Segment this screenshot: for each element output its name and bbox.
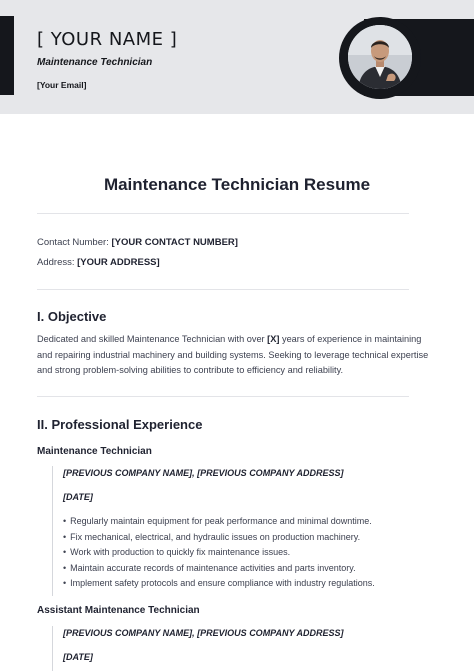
job-bullets [63, 514, 375, 592]
contact-address-value: [YOUR ADDRESS] [77, 257, 160, 268]
list-item: • Maintain accurate records of maintenance activities and parts inventory. [63, 561, 375, 577]
header-accent-bar [0, 16, 14, 95]
list-item: • Fix mechanical, electrical, and hydraulic issues on production machinery. [63, 530, 375, 546]
divider [37, 289, 409, 290]
profile-photo [348, 25, 412, 89]
job-date: [DATE] [63, 652, 93, 662]
list-item: • Implement safety protocols and ensure compliance with industry regulations. [63, 576, 375, 592]
objective-line3: and strong problem-solving abilities to contribute to efficiency and reliability. [37, 365, 344, 375]
contact-number-label: Contact Number: [37, 237, 109, 248]
contact-number [37, 237, 238, 248]
divider [37, 213, 409, 214]
objective-heading: I. Objective [37, 309, 107, 324]
contact-address [37, 257, 160, 268]
objective-text [37, 332, 437, 379]
resume-name: [ YOUR NAME ] [37, 29, 178, 50]
page-title: Maintenance Technician Resume [103, 175, 371, 194]
divider [37, 396, 409, 397]
objective-line1a: Dedicated and skilled Maintenance Technician with over [37, 334, 268, 344]
job-title: Assistant Maintenance Technician [37, 605, 200, 616]
objective-line2: and repairing industrial machinery and building systems. Seeking to leverage technical expertise [37, 349, 429, 360]
resume-email: [Your Email] [37, 80, 87, 90]
objective-years-placeholder: [X] [267, 334, 280, 344]
job-date: [DATE] [63, 492, 93, 502]
list-item: • Regularly maintain equipment for peak performance and minimal downtime. [63, 514, 375, 530]
contact-number-value: [YOUR CONTACT NUMBER] [111, 237, 238, 248]
experience-heading: II. Professional Experience [37, 417, 203, 432]
resume-role: Maintenance Technician [37, 57, 153, 68]
job-title: Maintenance Technician [37, 446, 152, 457]
job-company: [PREVIOUS COMPANY NAME], [PREVIOUS COMPANY ADDRESS] [63, 468, 344, 478]
job-company: [PREVIOUS COMPANY NAME], [PREVIOUS COMPANY ADDRESS] [63, 628, 344, 638]
contact-address-label: Address: [37, 257, 75, 268]
objective-line1b: years of experience in maintaining [279, 334, 422, 344]
list-item: • Work with production to quickly fix maintenance issues. [63, 545, 375, 561]
job-details [52, 626, 344, 671]
job-details [52, 466, 375, 596]
